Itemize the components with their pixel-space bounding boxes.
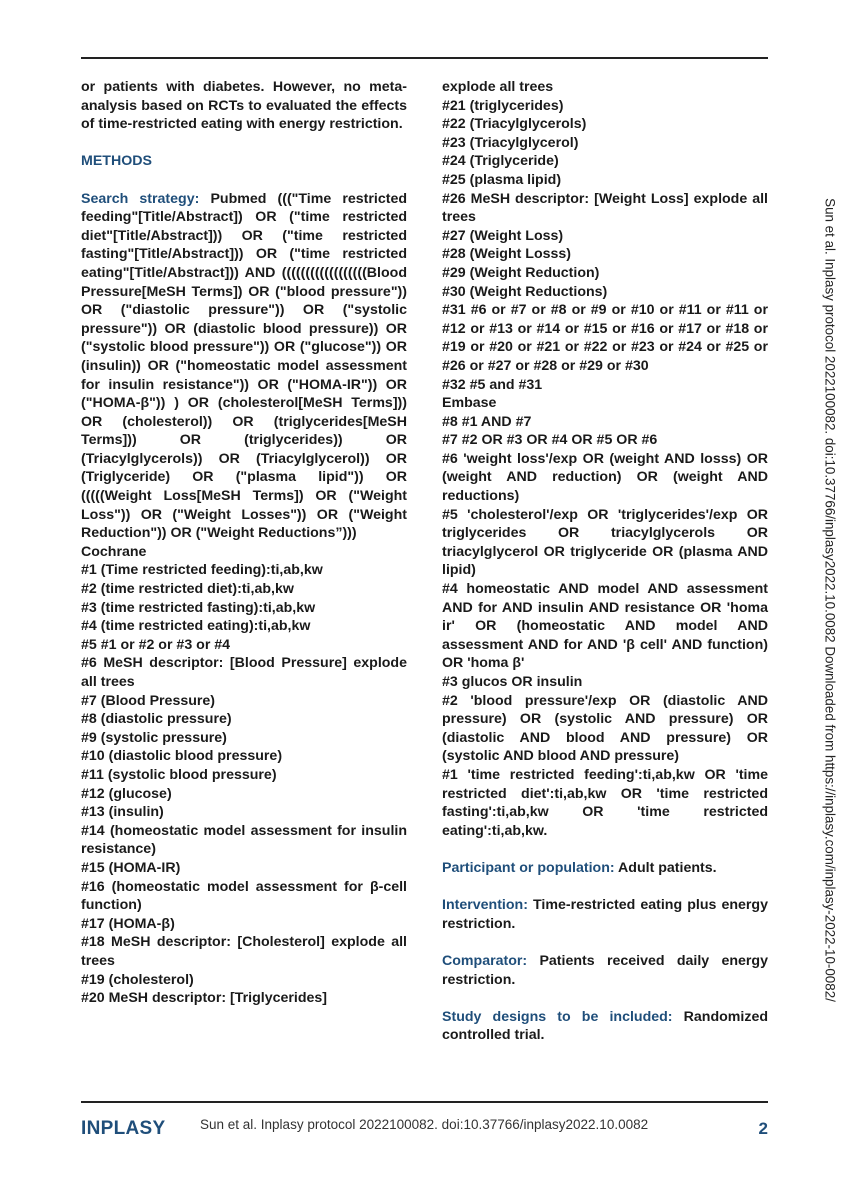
comparator-paragraph — [442, 952, 768, 989]
search-line: #9 (systolic pressure) — [81, 729, 227, 746]
footer-rule — [81, 1101, 768, 1103]
participant-paragraph — [442, 859, 768, 878]
study-designs-label: Study designs to be included: — [442, 1008, 673, 1025]
search-line: #4 homeostatic AND model AND assessment AND for AND insulin AND resistance OR 'homa ir' OR (homeostatic AND model AND assessment AND for AND 'β cell' AND function) OR 'homa β' — [442, 581, 768, 672]
intervention-label: Intervention: — [442, 897, 528, 914]
search-line: #10 (diastolic blood pressure) — [81, 748, 283, 765]
study-designs-paragraph — [442, 1008, 768, 1045]
search-line: #18 MeSH descriptor: [Cholesterol] explode all trees — [81, 934, 407, 969]
search-line: #6 MeSH descriptor: [Blood Pressure] explode all trees — [81, 655, 407, 690]
search-line: Cochrane — [81, 543, 147, 560]
search-line: #3 (time restricted fasting):ti,ab,kw — [81, 599, 316, 616]
search-line: #3 glucos OR insulin — [442, 674, 583, 690]
right-column — [442, 78, 768, 1063]
search-line: #1 'time restricted feeding':ti,ab,kw OR 'time restricted diet':ti,ab,kw OR 'time restricted fasting':ti,ab,kw OR 'time restricted eating':ti,ab,kw. — [442, 766, 768, 839]
search-line: #4 (time restricted eating):ti,ab,kw — [81, 618, 311, 635]
footer-brand-logo: INPLASY — [81, 1118, 166, 1139]
search-line: #32 #5 and #31 — [442, 376, 543, 393]
search-line: #2 (time restricted diet):ti,ab,kw — [81, 581, 294, 598]
search-line: #31 #6 or #7 or #8 or #9 or #10 or #11 or #11 or #12 or #13 or #14 or #15 or #16 or #17 or #18 or #19 or #20 or #21 or #22 or #23 or #24 or #25 or #26 or #27 or #28 or #29 or #30 — [442, 302, 768, 374]
participant-value: Adult patients. — [618, 859, 717, 876]
footer-citation: Sun et al. Inplasy protocol 2022100082. doi:10.37766/inplasy2022.10.0082 — [200, 1117, 649, 1132]
search-line: #28 (Weight Losss) — [442, 246, 572, 263]
search-line: #21 (triglycerides) — [442, 97, 564, 114]
search-line: #27 (Weight Loss) — [442, 227, 564, 244]
search-line: #12 (glucose) — [81, 785, 172, 802]
search-line: #15 (HOMA-IR) — [81, 859, 181, 876]
side-download-text: Sun et al. Inplasy protocol 2022100082. doi:10.37766/inplasy2022.10.0082 Downloaded from https://inplasy.com/inplasy-2022-10-0082/ — [822, 198, 838, 1002]
intervention-value: Time-restricted eating plus energy restriction. — [442, 897, 768, 932]
search-line: #7 (Blood Pressure) — [81, 692, 216, 709]
search-line: Embase — [442, 395, 497, 412]
search-line: #11 (systolic blood pressure) — [81, 766, 277, 783]
search-line: explode all trees — [442, 79, 554, 95]
search-strategy-label: Search strategy: — [81, 190, 200, 207]
search-line: #20 MeSH descriptor: [Triglycerides] — [81, 990, 328, 1007]
header-rule — [81, 57, 768, 59]
search-line: #25 (plasma lipid) — [442, 171, 562, 188]
search-line: #1 (Time restricted feeding):ti,ab,kw — [81, 562, 323, 579]
search-line: #22 (Triacylglycerols) — [442, 116, 587, 133]
left-column — [81, 78, 407, 1008]
search-line: #8 (diastolic pressure) — [81, 711, 232, 728]
comparator-value: Patients received daily energy restriction. — [442, 952, 768, 988]
study-designs-value: Randomized controlled trial. — [442, 1008, 768, 1044]
search-line: #24 (Triglyceride) — [442, 153, 559, 170]
search-line: #6 'weight loss'/exp OR (weight AND losss) OR (weight AND reduction) OR (weight AND reductions) — [442, 450, 768, 505]
search-line: #19 (cholesterol) — [81, 971, 194, 988]
pubmed-query: Pubmed ((("Time restricted feeding"[Title/Abstract]) OR ("time restricted diet"[Title/Abstract])) OR ("time restricted fasting"[Title/Abstract])) OR ("time restricted eating"[Title/Abstract])) AND ((((((((((((((((((Blood Pressure[MeSH Terms]) OR ("blood pressure")) OR ("diastolic pressure")) OR ("systolic pressure")) OR (diastolic blood pressure)) OR ("systolic blood pressure")) OR ("glucose")) OR (insulin)) OR ("homeostatic model assessment for insulin resistance")) OR ("HOMA-IR")) OR ("HOMA-β")) ) OR (cholesterol[MeSH Terms])) OR (cholesterol)) OR (triglycerides[MeSH Terms])) OR (triglycerides)) OR (Triacylglycerols)) OR (Triacylglycerol)) OR (Triglyceride) OR ("plasma lipid")) OR (((((Weight Loss[MeSH Terms]) OR ("Weight Loss")) OR ("Weight Losses")) OR ("Weight Reduction")) OR ("Weight Reductions”))) — [81, 190, 407, 542]
search-line: #7 #2 OR #3 OR #4 OR #5 OR #6 — [442, 432, 658, 449]
search-line: #30 (Weight Reductions) — [442, 283, 608, 300]
search-line: #17 (HOMA-β) — [81, 915, 175, 932]
search-line: #8 #1 AND #7 — [442, 413, 532, 430]
search-line: #16 (homeostatic model assessment for β-cell function) — [81, 878, 407, 914]
search-line: #13 (insulin) — [81, 804, 164, 821]
page-number: 2 — [758, 1119, 768, 1138]
participant-label: Participant or population: — [442, 859, 615, 876]
search-line: #5 #1 or #2 or #3 or #4 — [81, 636, 231, 653]
methods-heading: METHODS — [81, 153, 152, 170]
intervention-paragraph — [442, 896, 768, 933]
search-line: #14 (homeostatic model assessment for insulin resistance) — [81, 822, 407, 858]
search-line: #2 'blood pressure'/exp OR (diastolic AND pressure) OR (systolic AND pressure) OR (diastolic AND blood AND pressure) OR (systolic AND blood AND pressure) — [442, 692, 768, 765]
comparator-label: Comparator: — [442, 952, 528, 969]
intro-paragraph: or patients with diabetes. However, no meta-analysis based on RCTs to evaluated the effects of time-restricted eating with energy restriction. — [81, 79, 407, 133]
search-line: #23 (Triacylglycerol) — [442, 134, 579, 151]
search-strategy-paragraph — [81, 190, 407, 543]
search-line: #26 MeSH descriptor: [Weight Loss] explode all trees — [442, 190, 768, 226]
search-line: #29 (Weight Reduction) — [442, 264, 600, 281]
search-line: #5 'cholesterol'/exp OR 'triglycerides'/exp OR triglycerides OR triacylglycerols OR triacylglycerol OR triglyceride OR (plasma AND lipid) — [442, 506, 768, 579]
